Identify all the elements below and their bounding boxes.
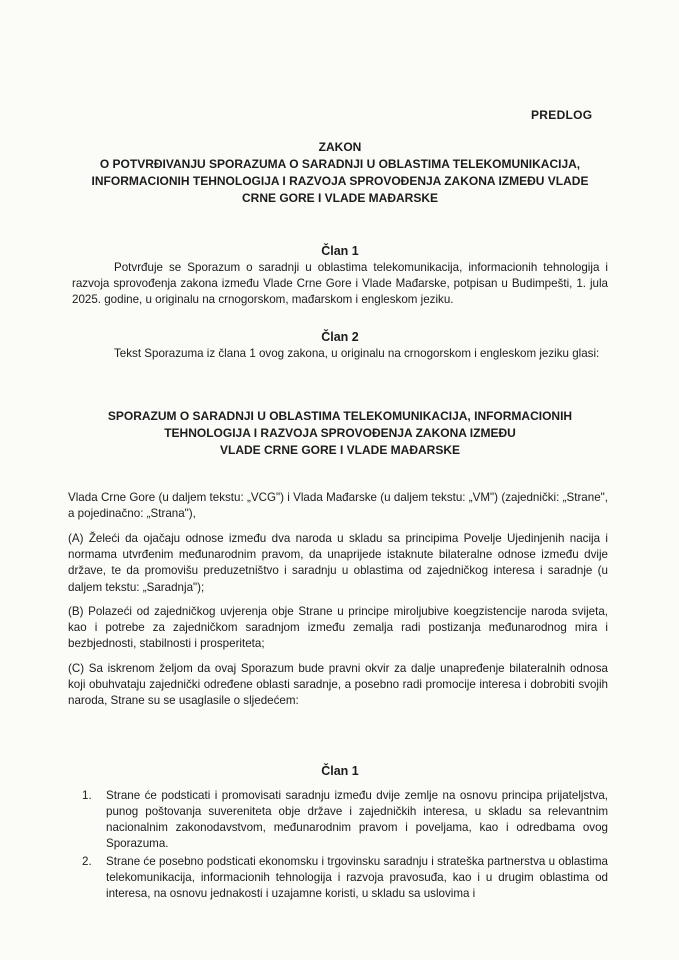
law-title-line-2: O POTVRĐIVANJU SPORAZUMA O SARADNJI U OBLASTIMA TELEKOMUNIKACIJA, — [99, 157, 581, 171]
preamble-clause-a: (A) Želeći da ojačaju odnose između dva naroda u skladu sa principima Povelje Ujedinjenih nacija i normama utvrđenim međunarodnim pravom, da unaprijede istaknute bilateralne odnose između dvije države, te da promovišu preduzetništvo i saradnju u oblastima od zajedničkog interesa i saradnje (u daljem tekstu: „Saradnja"); — [68, 532, 608, 594]
list-item-text: Strane će podsticati i promovisati saradnju između dvije zemlje na osnovu principa prijateljstva, punog poštovanja suvereniteta obje države i zajedničkih interesa, u skladu sa relevantnim nacionalnim zakonodavstvom, međunarodnim pravom i poveljama, kao i odredbama ovog Sporazuma. — [106, 789, 608, 850]
proposal-label: PREDLOG — [531, 108, 593, 122]
article-2-heading: Član 2 — [321, 330, 359, 344]
article-1-heading: Član 1 — [321, 244, 359, 258]
agreement-title-line-2: TEHNOLOGIJA I RAZVOJA SPROVOĐENJA ZAKONA IZMEĐU — [164, 426, 516, 440]
law-title-line-3: INFORMACIONIH TEHNOLOGIJA I RAZVOJA SPROVOĐENJA ZAKONA IZMEĐU VLADE — [91, 174, 589, 188]
preamble-intro: Vlada Crne Gore (u daljem tekstu: „VCG") i Vlada Mađarske (u daljem tekstu: „VM") (zajednički: „Strane", a pojedinačno: „Strana"), — [68, 491, 608, 521]
agreement-article-1-list — [82, 788, 608, 904]
article-2-text: Tekst Sporazuma iz člana 1 ovog zakona, u originalu na crnogorskom i engleskom jeziku glasi: — [114, 347, 600, 360]
preamble-clause-c: (C) Sa iskrenom željom da ovaj Sporazum bude pravni okvir za dalje unapređenje bilateralnih odnosa koji obuhvataju zajednički određene oblasti saradnje, a posebno radi promocije interesa i dobrobiti svojih naroda, Strane su se usaglasile o sljedećem: — [68, 662, 608, 708]
list-item-text: Strane će posebno podsticati ekonomsku i trgovinsku saradnju i strateška partnerstva u oblastima telekomunikacija, informacionih tehnologija i razvoja pravosuđa, kao i u drugim oblastima od interesa, na osnovu jednakosti i uzajamne koristi, u skladu sa uslovima i — [106, 855, 608, 900]
list-item-number: 2. — [82, 855, 92, 868]
agreement-title-line-3: VLADE CRNE GORE I VLADE MAĐARSKE — [219, 443, 461, 457]
law-title-line-1: ZAKON — [318, 140, 362, 154]
agreement-title-line-1: SPORAZUM O SARADNJI U OBLASTIMA TELEKOMUNIKACIJA, INFORMACIONIH — [107, 409, 573, 423]
law-title-line-4: CRNE GORE I VLADE MAĐARSKE — [241, 191, 438, 205]
preamble-clause-b: (B) Polazeći od zajedničkog uvjerenja obje Strane u principe miroljubive koegzistencije naroda svijeta, kao i potrebe za zajedničkom saradnjom između zemalja radi postizanja međunarodnog mira i bezbjednosti, stabilnosti i prosperiteta; — [68, 605, 608, 651]
list-item-number: 1. — [82, 789, 92, 802]
agreement-title — [70, 408, 610, 459]
list-item — [82, 788, 608, 852]
law-title — [60, 139, 620, 207]
agreement-article-1-heading: Član 1 — [321, 764, 359, 778]
article-1-text: Potvrđuje se Sporazum o saradnji u oblastima telekomunikacija, informacionih tehnologija i razvoja sprovođenja zakona između Vlade Crne Gore i Vlade Mađarske, potpisan u Budimpešti, 1. jula 2025. godine, u originalu na crnogorskom, mađarskom i engleskom jeziku. — [72, 261, 608, 307]
list-item — [82, 854, 608, 902]
